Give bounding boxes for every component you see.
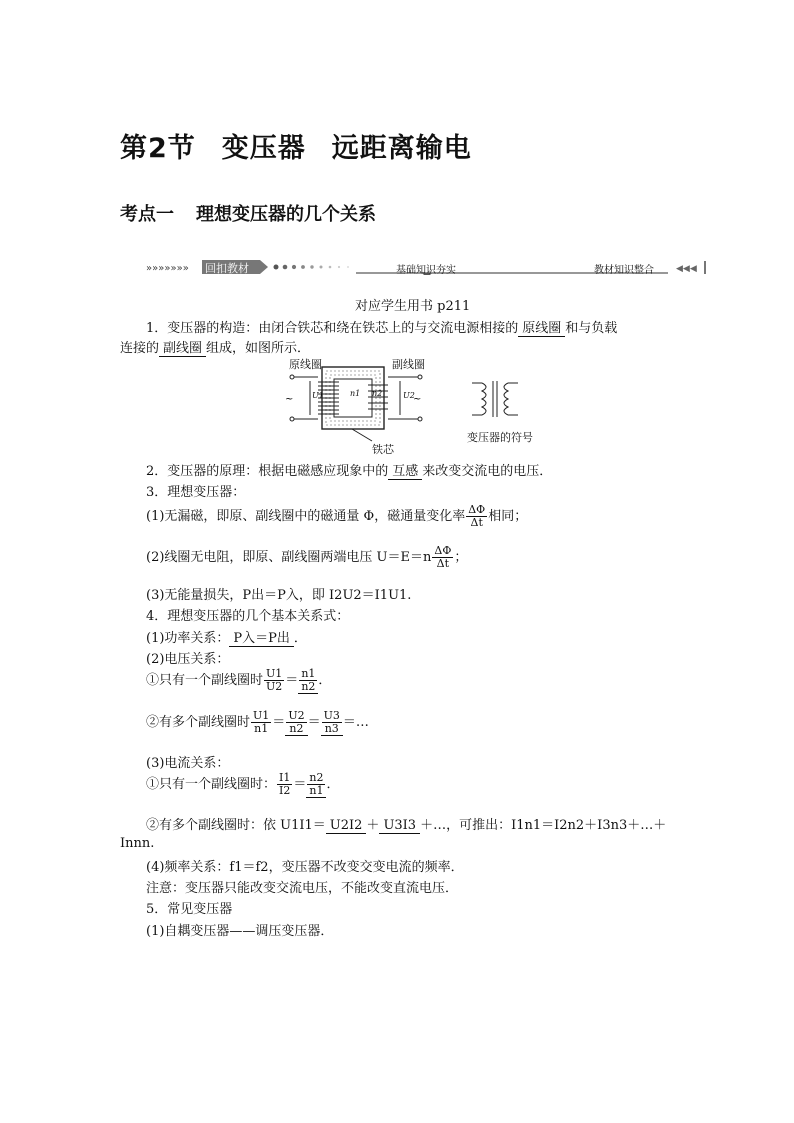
- paragraph-1-line2: 连接的 副线圈 组成，如图所示．: [120, 337, 310, 357]
- banner-right: 教材知识整合: [594, 265, 654, 276]
- note: 注意：变压器只能改变交流电压，不能改变直流电压．: [146, 881, 459, 896]
- blank-power: P入＝P出: [229, 627, 294, 647]
- blank-secondary: 副线圈: [159, 337, 206, 357]
- heading-number: 考点一: [120, 204, 174, 225]
- label-secondary-coil: 副线圈: [392, 358, 425, 371]
- section-heading: [120, 200, 398, 226]
- paragraph-3-1: (1)无漏磁，即原、副线圈中的磁通量 Φ，磁通量变化率 $\frac{\Delta\Phi}{\Delta t}$ 相同；: [146, 503, 528, 529]
- reference-note: 对应学生用书 p211: [355, 299, 471, 314]
- paragraph-3-3: (3)无能量损失，P出＝P入，即 I2U2＝I1U1.: [146, 588, 412, 603]
- ac-source-icon: ~: [285, 394, 294, 405]
- label-symbol: 变压器的符号: [467, 431, 533, 444]
- arrows-right-icon: ◀◀◀: [676, 264, 697, 274]
- paragraph-4-2a: ①只有一个副线圈时 $\frac{U1}{U2}$ ＝ $\frac{n1}{n2}$ ．: [146, 667, 332, 693]
- paragraph-4-3b: ②有多个副线圈时：依 U1I1＝ U2I2 ＋ U3I3 ＋…，可推出：I1n1＝I2n2＋I3n3＋…＋: [146, 818, 667, 833]
- paragraph-4-3a: ①只有一个副线圈时： $\frac{I1}{I2}$ ＝ $\frac{n2}{n1}$ ．: [146, 771, 340, 797]
- label-n1: n1: [350, 389, 361, 398]
- paragraph-4-3: (3)电流关系：: [146, 756, 230, 771]
- paragraph-4-1: (1)功率关系： P入＝P出 ．: [146, 627, 307, 647]
- label-u2: U2: [403, 391, 415, 400]
- label-primary-coil: 原线圈: [289, 358, 322, 371]
- blank-u3i3: U3I3: [379, 818, 420, 834]
- paragraph-4: 4．理想变压器的几个基本关系式：: [146, 609, 350, 624]
- paragraph-4-2: (2)电压关系：: [146, 652, 230, 667]
- section-number: 第2节: [120, 133, 196, 164]
- arrows-left-icon: »»»»»»»: [146, 263, 189, 274]
- blank-mutual: 互感: [388, 460, 422, 480]
- label-u1: U1: [312, 391, 324, 400]
- page-title: [120, 126, 498, 165]
- paragraph-1-line1: 1．变压器的构造：由闭合铁芯和绕在铁芯上的与交流电源相接的 原线圈 和与负载: [146, 317, 617, 337]
- label-n2: n2: [372, 389, 383, 398]
- section-banner: [146, 259, 708, 275]
- paragraph-5-1: (1)自耦变压器——调压变压器．: [146, 924, 334, 939]
- topic-transformer: 变压器: [221, 133, 306, 164]
- paragraph-4-2b: ②有多个副线圈时 $\frac{U1}{n1}$ ＝ $\frac{U2}{n2}$ ＝ $\frac{U3}{n3}$ ＝…: [146, 709, 369, 735]
- paragraph-4-3b-cont: Innn.: [120, 836, 155, 851]
- banner-center: 基础知识夯实: [396, 265, 456, 276]
- ac-load-icon: ~: [413, 394, 422, 405]
- banner-tag: 回扣教材: [205, 262, 249, 275]
- paragraph-3: 3．理想变压器：: [146, 485, 246, 500]
- blank-primary: 原线圈: [518, 317, 565, 337]
- heading-text: 理想变压器的几个关系: [196, 204, 376, 225]
- paragraph-3-2: (2)线圈无电阻，即原、副线圈两端电压 U＝E＝n $\frac{\Delta\Phi}{\Delta t}$ ；: [146, 544, 468, 570]
- blank-u2i2: U2I2: [326, 818, 367, 834]
- paragraph-4-4: (4)频率关系：f1＝f2，变压器不改变交变电流的频率．: [146, 860, 464, 875]
- paragraph-2: 2．变压器的原理：根据电磁感应现象中的 互感 来改变交流电的电压．: [146, 460, 552, 480]
- paragraph-5: 5．常见变压器: [146, 902, 233, 917]
- label-core: 铁芯: [372, 443, 394, 456]
- topic-transmission: 远距离输电: [331, 133, 472, 164]
